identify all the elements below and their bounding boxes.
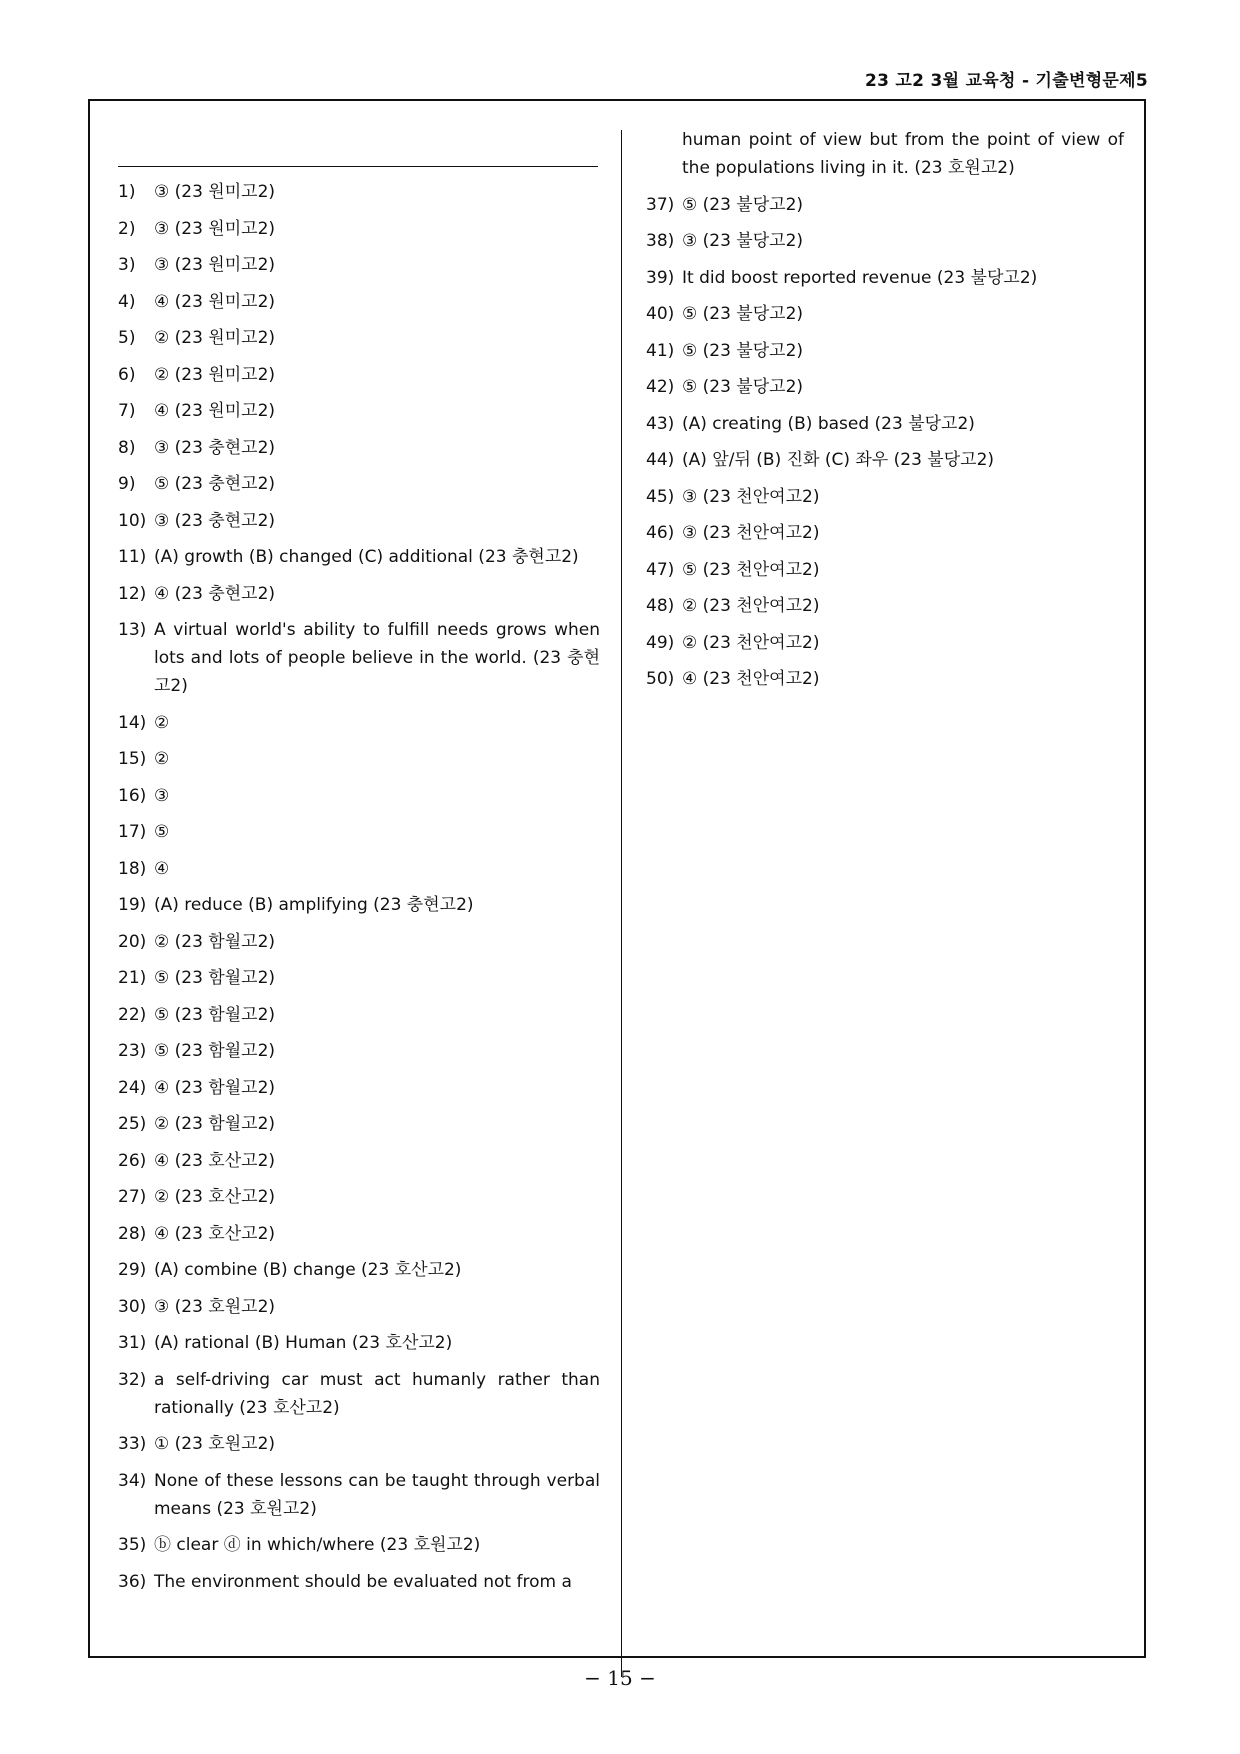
answer-number: 44) <box>646 450 675 470</box>
answer-text: ④ <box>154 858 170 879</box>
answer-item <box>646 410 1124 438</box>
answer-item <box>118 288 600 316</box>
answer-text: (A) rational (B) Human (23 호산고2) <box>154 1333 453 1353</box>
answer-text: ② (23 천안여고2) <box>682 632 820 653</box>
answer-item <box>118 782 600 810</box>
answer-text: It did boost reported revenue (23 불당고2) <box>682 267 1038 288</box>
answer-item <box>646 337 1124 365</box>
answer-number: 24) <box>118 1077 147 1098</box>
answer-number: 16) <box>118 785 147 806</box>
answer-number: 22) <box>118 1004 147 1025</box>
answer-number: 37) <box>646 194 675 215</box>
answer-number: 15) <box>118 749 147 769</box>
answer-item <box>118 1110 600 1138</box>
answer-number: 35) <box>118 1535 147 1555</box>
answer-text: ④ (23 천안여고2) <box>682 669 820 689</box>
answer-number: 26) <box>118 1150 147 1171</box>
answer-text: ③ <box>154 785 170 806</box>
top-rule <box>118 166 598 167</box>
answer-text: ④ (23 원미고2) <box>154 291 276 312</box>
answer-text: ⑤ (23 충현고2) <box>154 474 276 494</box>
answer-text: ② <box>154 712 170 733</box>
answer-number: 45) <box>646 486 675 507</box>
answer-number: 50) <box>646 669 675 689</box>
answer-number: 11) <box>118 547 147 567</box>
answer-text: ② (23 함월고2) <box>154 1114 276 1134</box>
answer-item <box>118 745 600 773</box>
answer-number: 40) <box>646 304 675 324</box>
answer-number: 12) <box>118 583 147 604</box>
answer-item <box>118 1037 600 1065</box>
answer-number: 30) <box>118 1296 147 1317</box>
answer-text: ⑤ (23 불당고2) <box>682 304 804 324</box>
answer-text: ③ (23 천안여고2) <box>682 523 820 543</box>
page-header-title: 23 고2 3월 교육청 - 기출변형문제5 <box>864 71 1148 91</box>
answer-item <box>118 1074 600 1102</box>
answer-item <box>118 1147 600 1175</box>
answer-item <box>646 446 1124 474</box>
answer-text: None of these lessons can be taught through verbal means (23 호원고2) <box>154 1470 600 1519</box>
answer-number: 47) <box>646 559 675 580</box>
answer-text: ③ (23 충현고2) <box>154 437 276 458</box>
answer-text: ⑤ <box>154 822 170 842</box>
answer-number: 49) <box>646 632 675 653</box>
answer-item <box>118 1430 600 1458</box>
answer-item <box>646 556 1124 584</box>
answer-number: 28) <box>118 1223 147 1244</box>
answer-text: ② (23 호산고2) <box>154 1187 276 1207</box>
answer-text: ③ (23 불당고2) <box>682 231 804 251</box>
answer-text: ⑤ (23 천안여고2) <box>682 559 820 580</box>
answer-item <box>118 1220 600 1248</box>
answer-item <box>118 434 600 462</box>
column-divider <box>621 130 622 1677</box>
answer-number: 33) <box>118 1434 147 1454</box>
answer-text: A virtual world's ability to fulfill needs grows when lots and lots of people believe in the world. (23 충현고2) <box>154 620 600 696</box>
answer-item <box>118 1329 600 1357</box>
answer-item <box>118 818 600 846</box>
answer-text: ② (23 천안여고2) <box>682 596 820 616</box>
answer-item <box>118 1183 600 1211</box>
answer-text: ③ (23 천안여고2) <box>682 486 820 507</box>
answer-number: 38) <box>646 231 675 251</box>
answer-item <box>646 592 1124 620</box>
answer-36-continuation: human point of view but from the point of view of the populations living in it. (23 호원고2) <box>682 130 1124 178</box>
answer-text: The environment should be evaluated not from a <box>154 1571 572 1592</box>
answer-item <box>118 616 600 700</box>
answer-number: 32) <box>118 1369 147 1390</box>
answer-item <box>118 891 600 919</box>
answer-number: 2) <box>118 218 136 239</box>
answer-number: 7) <box>118 401 136 421</box>
answer-text: ③ (23 원미고2) <box>154 182 276 202</box>
answer-number: 43) <box>646 413 675 434</box>
answer-item <box>118 470 600 498</box>
answer-item <box>646 191 1124 219</box>
answer-item <box>118 251 600 279</box>
answer-item <box>118 1531 600 1559</box>
answer-number: 34) <box>118 1470 147 1491</box>
answer-column-right <box>646 126 1124 702</box>
answer-item <box>118 580 600 608</box>
answer-number: 42) <box>646 377 675 397</box>
answer-text: ④ (23 호산고2) <box>154 1223 276 1244</box>
answer-item <box>118 709 600 737</box>
answer-text: ⑤ (23 불당고2) <box>682 377 804 397</box>
answer-number: 27) <box>118 1187 147 1207</box>
answer-text: ⑤ (23 불당고2) <box>682 194 804 215</box>
answer-text: ④ (23 호산고2) <box>154 1150 276 1171</box>
answer-text: ② (23 함월고2) <box>154 931 276 952</box>
answer-text: (A) combine (B) change (23 호산고2) <box>154 1260 462 1280</box>
answer-item <box>646 519 1124 547</box>
answer-item <box>118 964 600 992</box>
answer-text: ③ (23 충현고2) <box>154 510 276 531</box>
answer-text: (A) growth (B) changed (C) additional (23 충현고2) <box>154 547 579 567</box>
answer-text: ⓑ clear ⓓ in which/where (23 호원고2) <box>154 1535 481 1555</box>
answer-text: ⑤ (23 함월고2) <box>154 1004 276 1025</box>
answer-number: 23) <box>118 1041 147 1061</box>
answer-text: ① (23 호원고2) <box>154 1434 276 1454</box>
answer-item <box>118 507 600 535</box>
answer-number: 31) <box>118 1333 147 1353</box>
answer-text: ② (23 원미고2) <box>154 328 276 348</box>
answer-item <box>118 178 600 206</box>
answer-number: 10) <box>118 510 147 531</box>
answer-item <box>118 543 600 571</box>
answer-item <box>646 629 1124 657</box>
answer-text: (A) 앞/뒤 (B) 진화 (C) 좌우 (23 불당고2) <box>682 450 995 470</box>
answer-number: 17) <box>118 822 147 842</box>
answer-number: 8) <box>118 437 136 458</box>
answer-number: 36) <box>118 1571 147 1592</box>
answer-number: 39) <box>646 267 675 288</box>
answer-number: 46) <box>646 523 675 543</box>
answer-item <box>118 928 600 956</box>
answer-item <box>118 215 600 243</box>
answer-text: ④ (23 원미고2) <box>154 401 276 421</box>
answer-text: a self-driving car must act humanly rather than rationally (23 호산고2) <box>154 1369 600 1418</box>
answer-text: ④ (23 함월고2) <box>154 1077 276 1098</box>
answer-number: 20) <box>118 931 147 952</box>
answer-item <box>118 1293 600 1321</box>
answer-number: 9) <box>118 474 136 494</box>
answer-item <box>118 361 600 389</box>
answer-item <box>118 1256 600 1284</box>
answer-number: 18) <box>118 858 147 879</box>
answer-text: ② <box>154 749 170 769</box>
answer-number: 29) <box>118 1260 147 1280</box>
answer-item <box>118 1366 600 1422</box>
answer-text: ③ (23 호원고2) <box>154 1296 276 1317</box>
answer-number: 25) <box>118 1114 147 1134</box>
answer-text: (A) reduce (B) amplifying (23 충현고2) <box>154 895 474 915</box>
answer-text: ⑤ (23 불당고2) <box>682 340 804 361</box>
answer-number: 6) <box>118 364 136 385</box>
answer-item <box>646 483 1124 511</box>
answer-number: 13) <box>118 620 147 640</box>
answer-item <box>118 1001 600 1029</box>
answer-text: ④ (23 충현고2) <box>154 583 276 604</box>
answer-item <box>646 300 1124 328</box>
answer-text: ③ (23 원미고2) <box>154 255 276 275</box>
answer-text: ② (23 원미고2) <box>154 364 276 385</box>
answer-number: 41) <box>646 340 675 361</box>
answer-item <box>118 397 600 425</box>
answer-number: 5) <box>118 328 136 348</box>
answer-item <box>118 324 600 352</box>
answer-number: 19) <box>118 895 147 915</box>
answer-number: 1) <box>118 182 136 202</box>
answer-text: ⑤ (23 함월고2) <box>154 968 276 988</box>
answer-text: ③ (23 원미고2) <box>154 218 276 239</box>
answer-item <box>646 227 1124 255</box>
answer-item <box>118 1467 600 1523</box>
answer-item <box>646 373 1124 401</box>
answer-number: 14) <box>118 712 147 733</box>
answer-number: 3) <box>118 255 136 275</box>
page-number: − 15 − <box>584 1666 656 1690</box>
answer-item <box>118 1568 600 1596</box>
answer-text: ⑤ (23 함월고2) <box>154 1041 276 1061</box>
answer-number: 4) <box>118 291 136 312</box>
answer-column-left <box>118 178 600 1604</box>
answer-number: 48) <box>646 596 675 616</box>
answer-item <box>118 855 600 883</box>
answer-item <box>646 264 1124 292</box>
answer-item <box>646 665 1124 693</box>
answer-number: 21) <box>118 968 147 988</box>
answer-text: (A) creating (B) based (23 불당고2) <box>682 413 975 434</box>
